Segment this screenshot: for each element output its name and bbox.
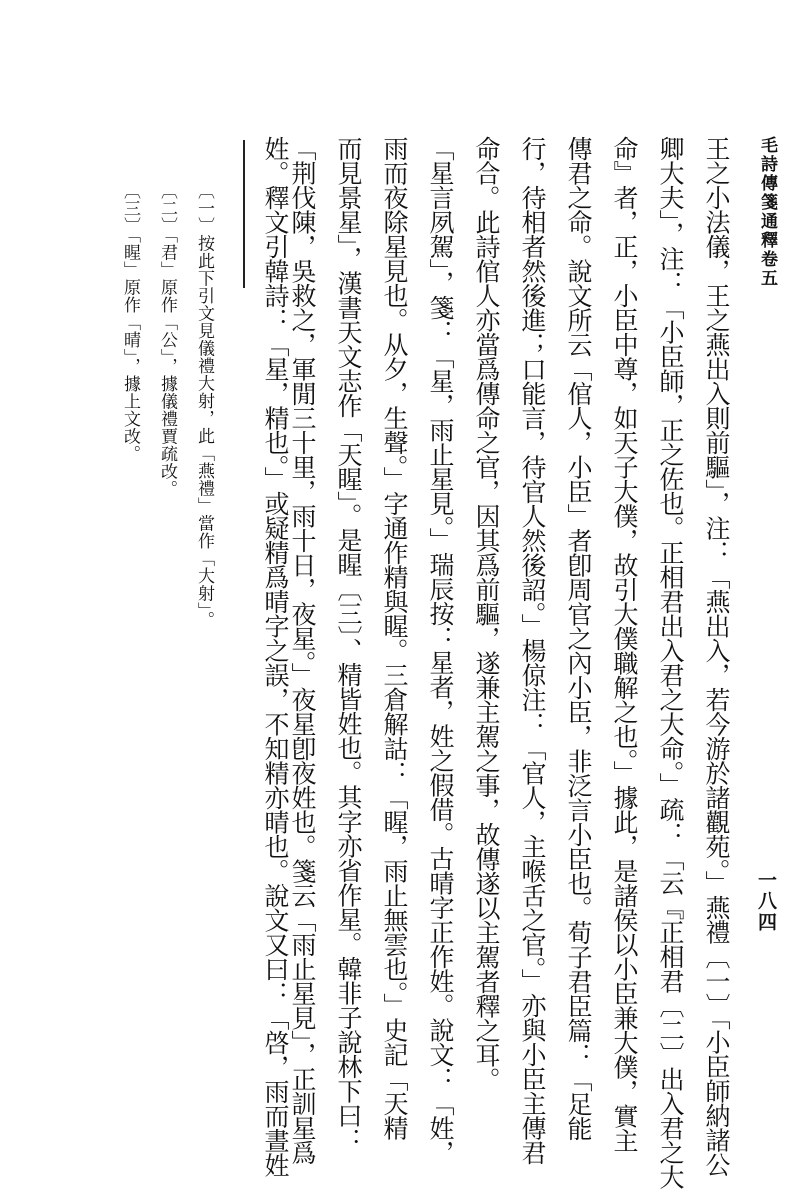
body-line-9: 而見景星」，漢書天文志作「天睲」。是睲〔三〕、精皆姓也。其字亦省作星。韓非子說林下曰： — [334, 136, 363, 1152]
body-line-7: 「星言夙駕」，箋：「星，雨止星見。」瑞辰按：星者，姓之假借。古晴字正作姓。說文：「姓， — [426, 136, 455, 1165]
body-line-6: 命合。此詩倌人亦當爲傳命之官，因其爲前驅，遂兼主駕之事，故傳遂以主駕者釋之耳。 — [472, 136, 501, 1092]
body-line-5: 行，待相者然後進；口能言，待官人然後詔。」楊倞注：「官人，主喉舌之官。」亦與小臣主傳君 — [518, 136, 547, 1165]
body-line-2: 卿大夫」，注：「小臣師，正之佐也。正相君出入君之大命。」疏：「云『正相君〔二〕出入君之大 — [656, 136, 685, 1189]
footnote-3: 〔三〕「睲」原作「晴」，據上文改。 — [120, 182, 140, 463]
body-line-11: 姓。釋文引韓詩：「星，精也。」或疑精爲晴字之誤，不知精亦晴也。說文又曰：「啓，雨而晝姓 — [261, 136, 290, 1177]
body-line-8: 雨而夜除星見也。从夕，生聲。」字通作精與睲。三倉解詁：「睲，雨止無雲也。」史記「天精 — [380, 136, 409, 1140]
body-line-10: 「荆伐陳，吳救之，軍閒三十里，雨十日，夜星。」夜星卽夜姓也。箋云「雨止星見」，正訓星爲 — [288, 136, 317, 1165]
footnote-divider — [243, 140, 245, 288]
footnote-1: 〔一〕按此下引文見儀禮大射，此「燕禮」當作「大射」。 — [194, 182, 214, 629]
running-title: 毛詩傳箋通釋卷五 — [757, 136, 777, 288]
page-number: 一八四 — [755, 870, 777, 933]
body-line-3: 命』者，正，小臣中尊，如天子大僕，故引大僕職解之也。」據此，是諸侯以小臣兼大僕，實主 — [610, 136, 639, 1153]
body-line-4: 傳君之命。說文所云「倌人，小臣」者卽周官之內小臣，非泛言小臣也。荀子君臣篇：「足能 — [564, 136, 593, 1141]
footnote-2: 〔二〕「君」原作「公」，據儀禮賈疏改。 — [157, 182, 177, 498]
body-line-1: 王之小法儀，王之燕出入則前驅」，注：「燕出入，若今游於諸觀苑。」燕禮〔一〕「小臣師納諸公 — [702, 136, 731, 1177]
